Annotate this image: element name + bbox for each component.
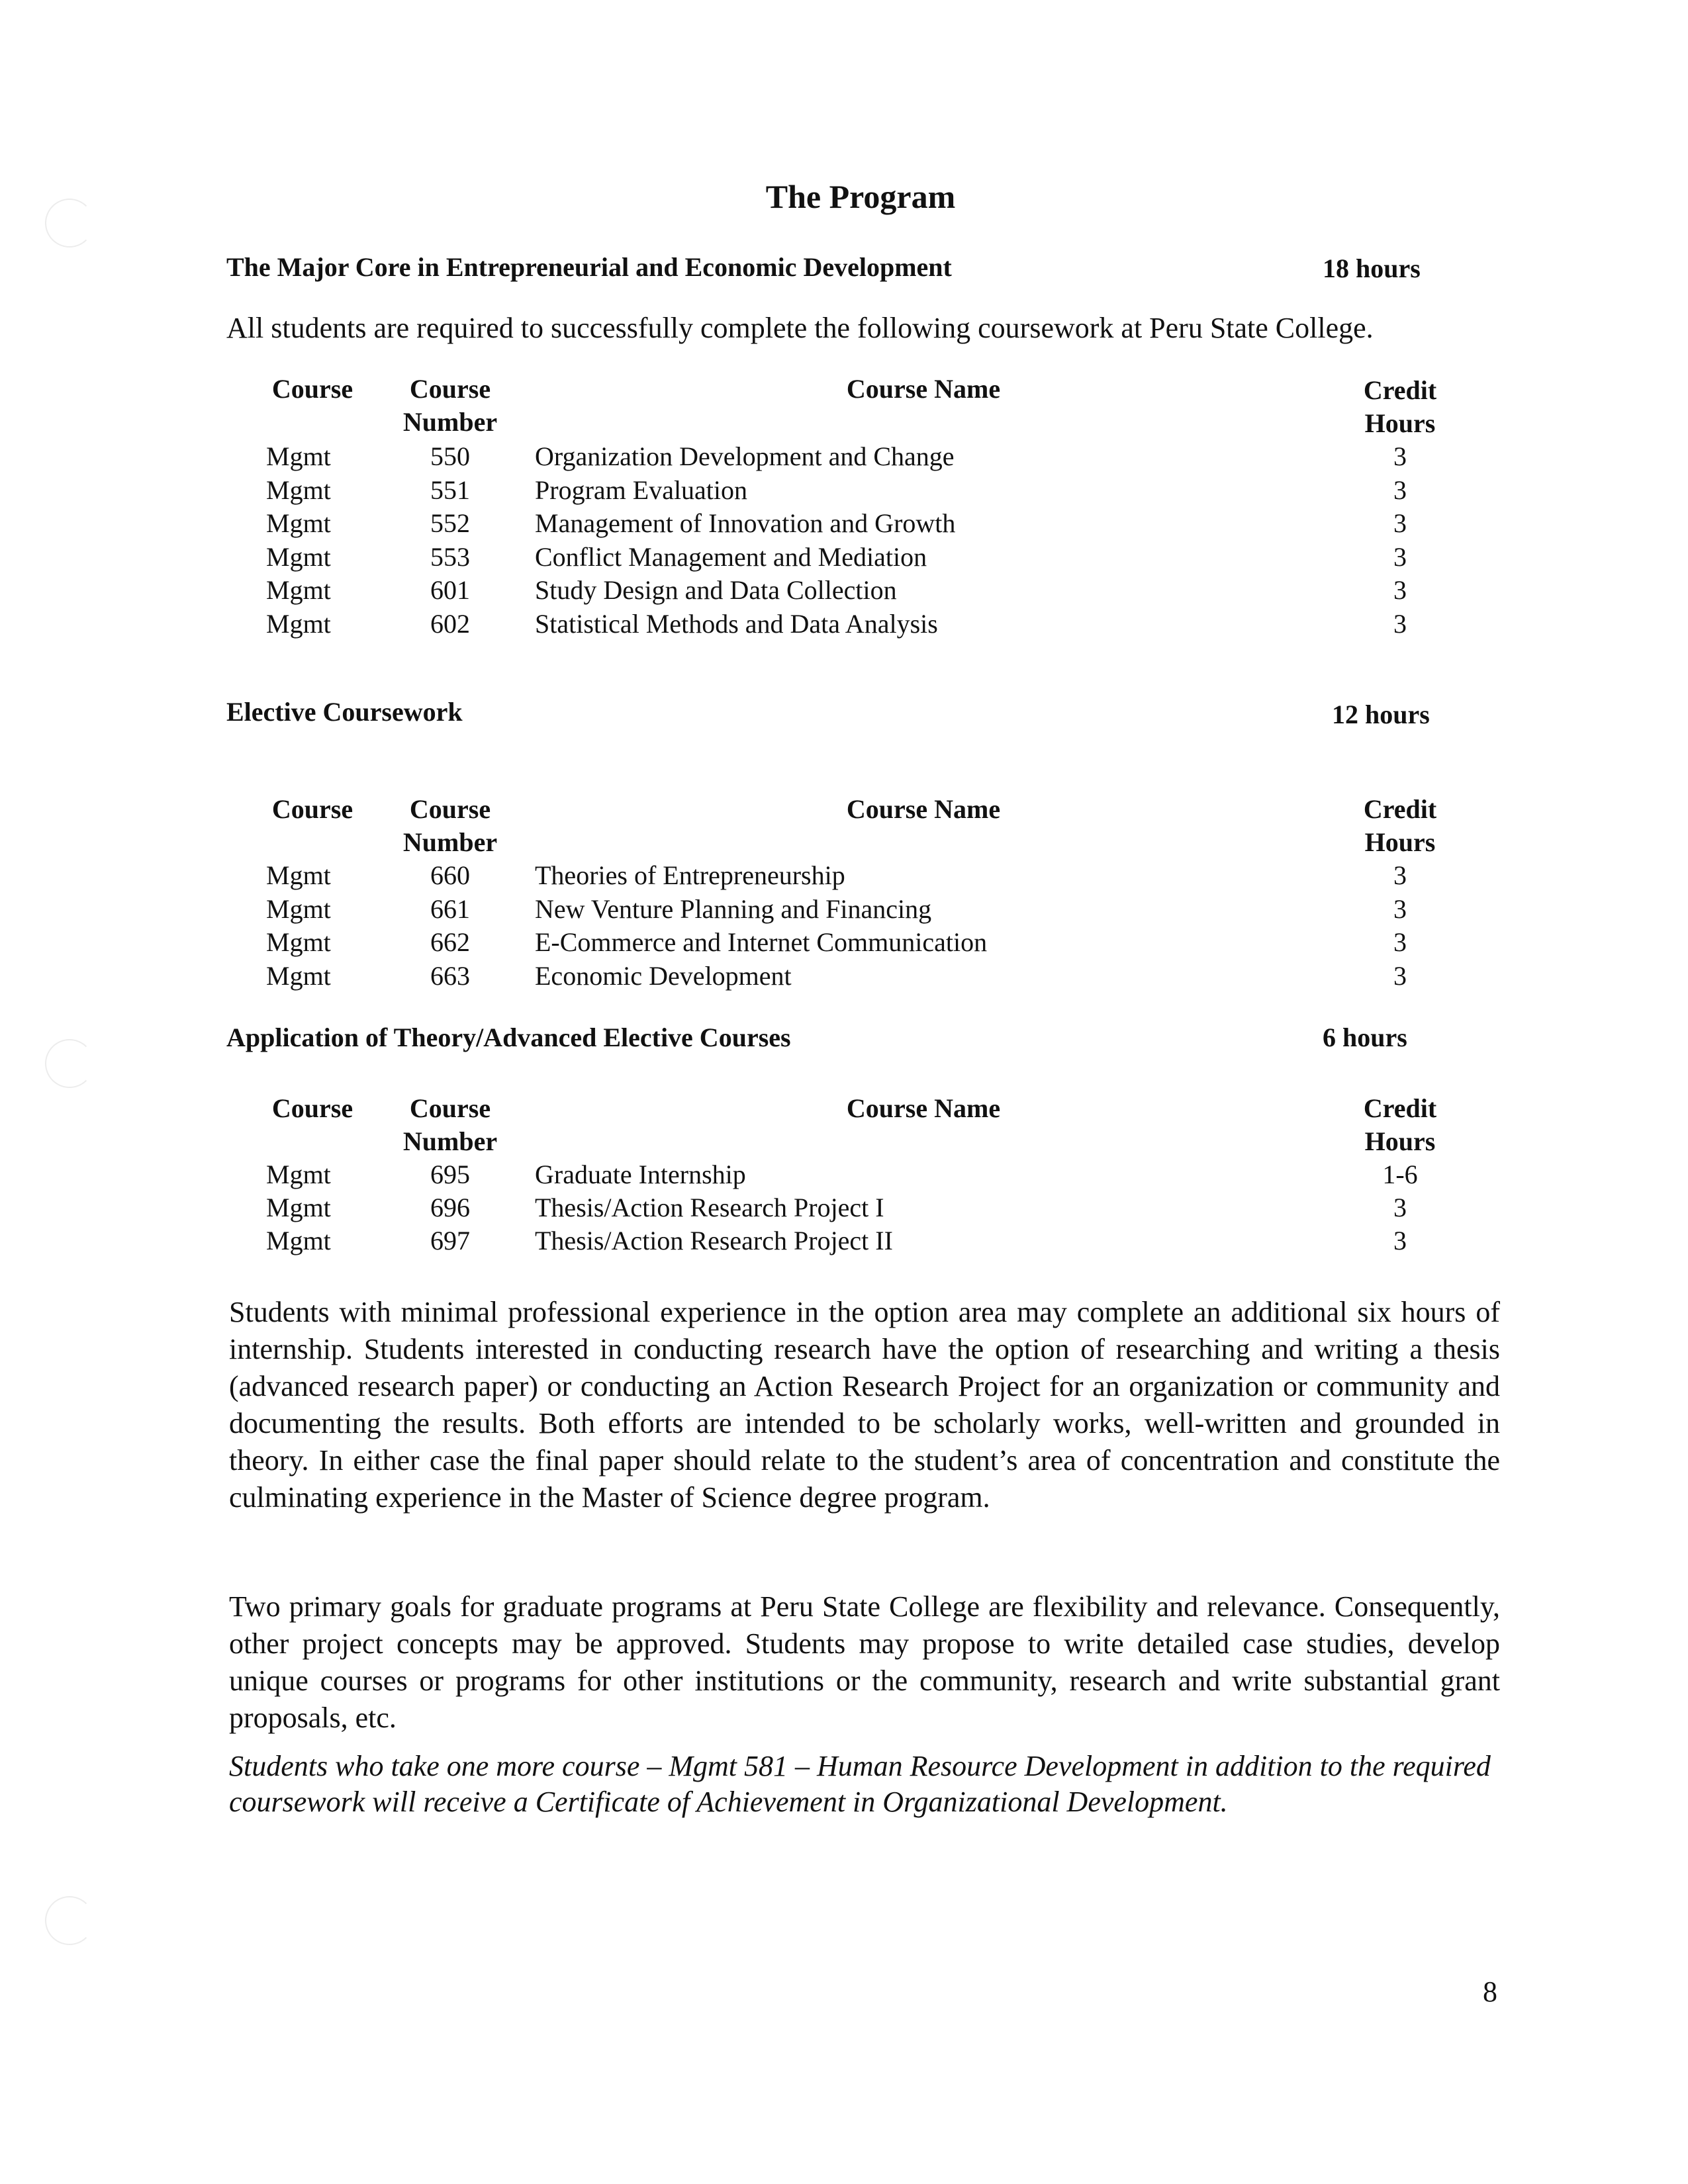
- course-cell: Mgmt: [266, 608, 331, 639]
- course-number-cell: 551: [430, 475, 470, 505]
- course-number-cell: 601: [430, 575, 470, 605]
- header-credit-line1: Credit: [1363, 794, 1437, 824]
- core-intro: All students are required to successfully complete the following coursework at Peru State College.: [226, 312, 1374, 344]
- table-row: [0, 1158, 1688, 1191]
- paragraph-certificate-note: Students who take one more course – Mgmt 581 – Human Resource Development in addition to the required coursework will receive a Certificate of Achievement in Organizational Development.: [229, 1750, 1491, 1818]
- course-name-cell: Organization Development and Change: [535, 441, 955, 471]
- course-number-cell: 553: [430, 541, 470, 572]
- header-course-name: Course Name: [846, 794, 1001, 824]
- table-row: [0, 1224, 1688, 1257]
- credit-hours-cell: 3: [1393, 508, 1407, 538]
- header-course-number-line1: Course: [409, 1093, 491, 1123]
- table-row: [0, 859, 1688, 892]
- course-cell: Mgmt: [266, 893, 331, 924]
- header-course: Course: [271, 794, 353, 824]
- page-number: 8: [1483, 1976, 1497, 2008]
- header-credit-hours: [1350, 793, 1450, 859]
- course-cell: Mgmt: [266, 575, 331, 605]
- course-cell: Mgmt: [266, 508, 331, 538]
- course-cell: Mgmt: [266, 1193, 331, 1222]
- course-name-cell: Theories of Entrepreneurship: [535, 860, 845, 890]
- course-cell: Mgmt: [266, 927, 331, 957]
- table-row: [0, 926, 1688, 959]
- core-heading: The Major Core in Entrepreneurial and Economic Development: [226, 252, 952, 282]
- course-cell: Mgmt: [266, 441, 331, 471]
- credit-hours-cell: 3: [1393, 441, 1407, 471]
- header-course-number-line2: Number: [402, 1126, 498, 1156]
- course-cell: Mgmt: [266, 1226, 331, 1255]
- course-name-cell: Graduate Internship: [535, 1160, 746, 1189]
- header-course-number: [391, 373, 510, 439]
- header-course-number-line1: Course: [409, 374, 491, 404]
- paragraph-program-goals: Two primary goals for graduate programs at Peru State College are flexibility and relevance. Consequently, other project concepts may be approved. Students may propose to write detailed case studies, develop unique courses or programs for other institutions or the community, research and write substantial grant proposals, etc.: [229, 1590, 1500, 1734]
- header-credit-hours: [1350, 1092, 1450, 1158]
- header-credit-line2: Hours: [1364, 827, 1436, 857]
- table-row: [0, 1191, 1688, 1224]
- core-hours: 18 hours: [1323, 253, 1421, 283]
- table-row: [0, 893, 1688, 926]
- header-course-number-line2: Number: [402, 407, 498, 437]
- elective-hours: 12 hours: [1332, 700, 1430, 729]
- course-cell: Mgmt: [266, 475, 331, 505]
- course-name-cell: E-Commerce and Internet Communication: [535, 927, 988, 957]
- course-cell: Mgmt: [266, 1160, 331, 1189]
- table-row: [0, 608, 1688, 641]
- header-course-name: Course Name: [846, 1093, 1001, 1123]
- course-name-cell: New Venture Planning and Financing: [535, 893, 932, 924]
- credit-hours-cell: 3: [1393, 927, 1407, 957]
- header-course-number-line1: Course: [409, 794, 491, 824]
- course-name-cell: Economic Development: [535, 960, 792, 991]
- course-number-cell: 602: [430, 608, 470, 639]
- punch-hole-middle: [45, 1039, 94, 1088]
- course-name-cell: Conflict Management and Mediation: [535, 541, 927, 572]
- header-credit-line2: Hours: [1364, 408, 1436, 438]
- course-name-cell: Thesis/Action Research Project II: [535, 1226, 893, 1255]
- credit-hours-cell: 3: [1393, 1193, 1407, 1222]
- header-credit-line1: Credit: [1363, 1093, 1437, 1123]
- credit-hours-cell: 3: [1393, 893, 1407, 924]
- credit-hours-cell: 3: [1393, 575, 1407, 605]
- table-row: [0, 541, 1688, 574]
- course-cell: Mgmt: [266, 541, 331, 572]
- header-course-name: Course Name: [846, 374, 1001, 404]
- course-number-cell: 663: [430, 960, 470, 991]
- course-number-cell: 550: [430, 441, 470, 471]
- course-name-cell: Thesis/Action Research Project I: [535, 1193, 884, 1222]
- paragraph-internship-research: Students with minimal professional experience in the option area may complete an additional six hours of internship. Students interested in conducting research have the option of researching and writing a thesis (advanced research paper) or conducting an Action Research Project for an organization or community and documenting the results. Both efforts are intended to be scholarly works, well-written and grounded in theory. In either case the final paper should relate to the student’s area of concentration and constitute the culminating experience in the Master of Science degree program.: [229, 1296, 1500, 1514]
- elective-heading: Elective Coursework: [226, 697, 463, 727]
- header-course: Course: [271, 1093, 353, 1123]
- table-row: [0, 574, 1688, 607]
- credit-hours-cell: 3: [1393, 960, 1407, 991]
- header-credit-hours: [1350, 374, 1450, 440]
- header-course-number-line2: Number: [402, 827, 498, 857]
- header-course-number: [391, 793, 510, 859]
- course-number-cell: 662: [430, 927, 470, 957]
- header-credit-line2: Hours: [1364, 1126, 1436, 1156]
- credit-hours-cell: 3: [1393, 1226, 1407, 1255]
- page-title: The Program: [765, 178, 956, 215]
- header-credit-line1: Credit: [1363, 375, 1437, 405]
- course-number-cell: 697: [430, 1226, 470, 1255]
- table-row: [0, 474, 1688, 507]
- course-cell: Mgmt: [266, 860, 331, 890]
- course-number-cell: 696: [430, 1193, 470, 1222]
- table-row: [0, 507, 1688, 540]
- course-number-cell: 552: [430, 508, 470, 538]
- course-number-cell: 695: [430, 1160, 470, 1189]
- course-name-cell: Study Design and Data Collection: [535, 575, 897, 605]
- credit-hours-cell: 3: [1393, 608, 1407, 639]
- application-hours: 6 hours: [1323, 1023, 1407, 1052]
- table-row: [0, 960, 1688, 993]
- course-name-cell: Management of Innovation and Growth: [535, 508, 956, 538]
- course-name-cell: Statistical Methods and Data Analysis: [535, 608, 938, 639]
- header-course: Course: [271, 374, 353, 404]
- header-course-number: [391, 1092, 510, 1158]
- course-name-cell: Program Evaluation: [535, 475, 748, 505]
- application-heading: Application of Theory/Advanced Elective Courses: [226, 1023, 791, 1052]
- punch-hole-bottom: [45, 1896, 94, 1945]
- table-row: [0, 440, 1688, 473]
- course-number-cell: 660: [430, 860, 470, 890]
- credit-hours-cell: 1-6: [1382, 1160, 1418, 1189]
- credit-hours-cell: 3: [1393, 475, 1407, 505]
- credit-hours-cell: 3: [1393, 541, 1407, 572]
- credit-hours-cell: 3: [1393, 860, 1407, 890]
- course-cell: Mgmt: [266, 960, 331, 991]
- course-number-cell: 661: [430, 893, 470, 924]
